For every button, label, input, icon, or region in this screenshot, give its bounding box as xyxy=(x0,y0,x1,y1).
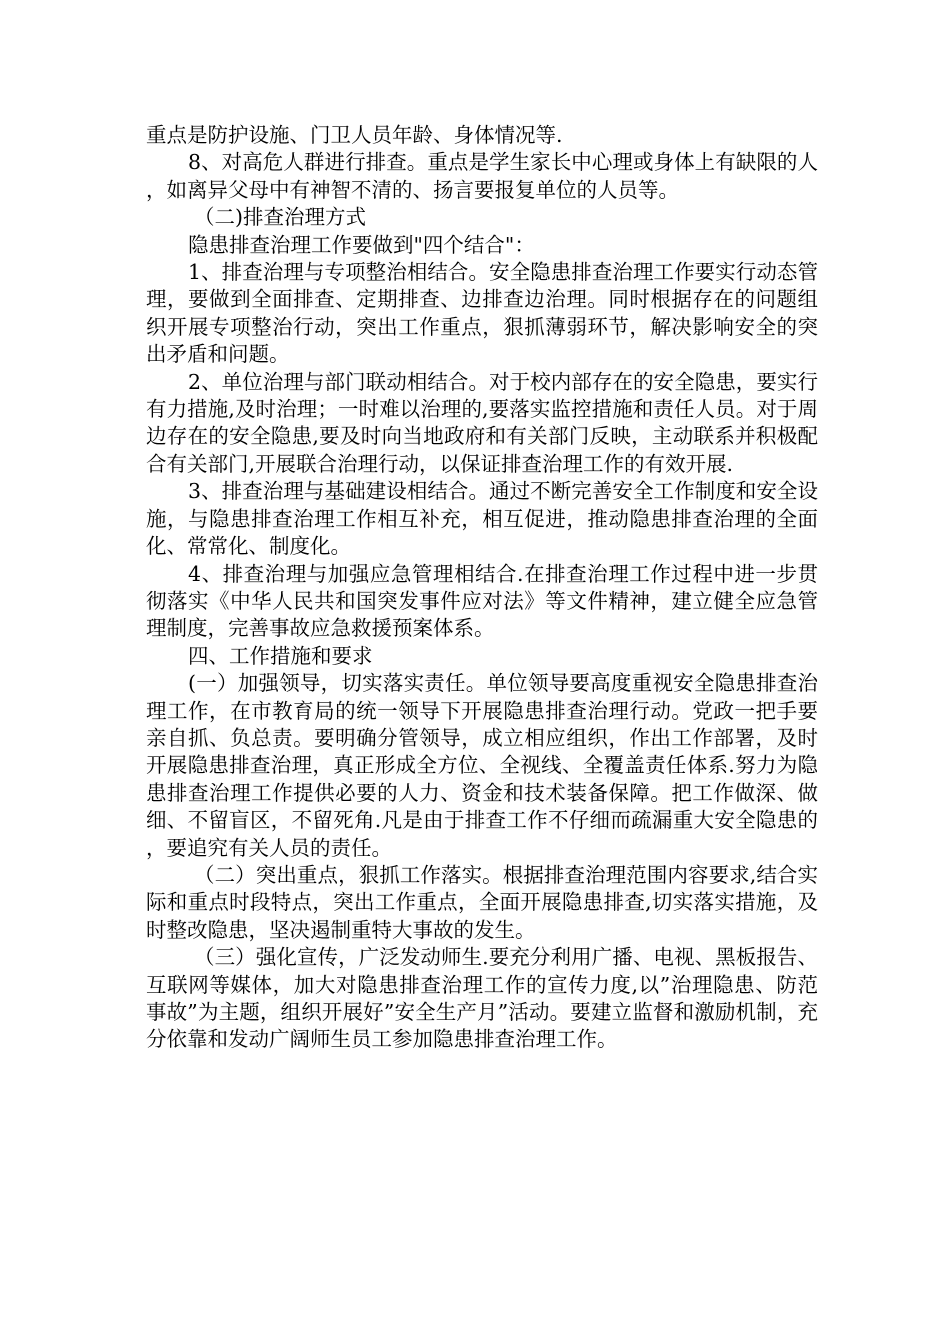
paragraph: （二）突出重点，狠抓工作落实。根据排查治理范围内容要求,结合实际和重点时段特点，突出工作重点，全面开展隐患排查,切实落实措施，及时整改隐患，坚决遏制重特大事故的发生。 xyxy=(146,862,818,942)
paragraph: 隐患排查治理工作要做到"四个结合"： xyxy=(188,232,535,257)
section-heading: （二)排查治理方式 xyxy=(194,205,366,230)
paragraph: 1、排查治理与专项整治相结合。安全隐患排查治理工作要实行动态管理，要做到全面排查、定期排查、边排查边治理。同时根据存在的问题组织开展专项整治行动，突出工作重点，狠抓薄弱环节，解决影响安全的突出矛盾和问题。 xyxy=(146,260,818,367)
paragraph: 2、单位治理与部门联动相结合。对于校内部存在的安全隐患，要实行有力措施,及时治理；一时难以治理的,要落实监控措施和责任人员。对于周边存在的安全隐患,要及时向当地政府和有关部门反映，主动联系并积极配合有关部门,开展联合治理行动，以保证排查治理工作的有效开展. xyxy=(146,369,818,476)
paragraph: 重点是防护设施、门卫人员年龄、身体情况等. xyxy=(146,123,563,147)
section-heading: 四、工作措施和要求 xyxy=(188,643,373,668)
document-body xyxy=(146,122,818,1054)
paragraph: 3、排查治理与基础建设相结合。通过不断完善安全工作制度和安全设施，与隐患排查治理工作相互补充，相互促进，推动隐患排查治理的全面化、常常化、制度化。 xyxy=(146,479,818,559)
paragraph: 8、对高危人群进行排查。重点是学生家长中心理或身体上有缺限的人，如离异父母中有神智不清的、扬言要报复单位的人员等。 xyxy=(146,150,818,202)
paragraph: (一）加强领导，切实落实责任。单位领导要高度重视安全隐患排查治理工作，在市教育局的统一领导下开展隐患排查治理行动。党政一把手要亲自抓、负总责。要明确分管领导，成立相应组织，作出工作部署，及时开展隐患排查治理，真正形成全方位、全视线、全覆盖责任体系.努力为隐患排查治理工作提供必要的人力、资金和技术装备保障。把工作做深、做细、不留盲区，不留死角.凡是由于排查工作不仔细而疏漏重大安全隐患的，要追究有关人员的责任。 xyxy=(146,671,818,860)
paragraph: （三）强化宣传，广泛发动师生.要充分利用广播、电视、黑板报告、互联网等媒体，加大对隐患排查治理工作的宣传力度,以”治理隐患、防范事故”为主题，组织开展好”安全生产月”活动。要建立监督和激励机制，充分依靠和发动广阔师生员工参加隐患排查治理工作。 xyxy=(146,945,818,1052)
paragraph: 4、排查治理与加强应急管理相结合.在排查治理工作过程中进一步贯彻落实《中华人民共和国突发事件应对法》等文件精神，建立健全应急管理制度，完善事故应急救援预案体系。 xyxy=(146,561,818,641)
